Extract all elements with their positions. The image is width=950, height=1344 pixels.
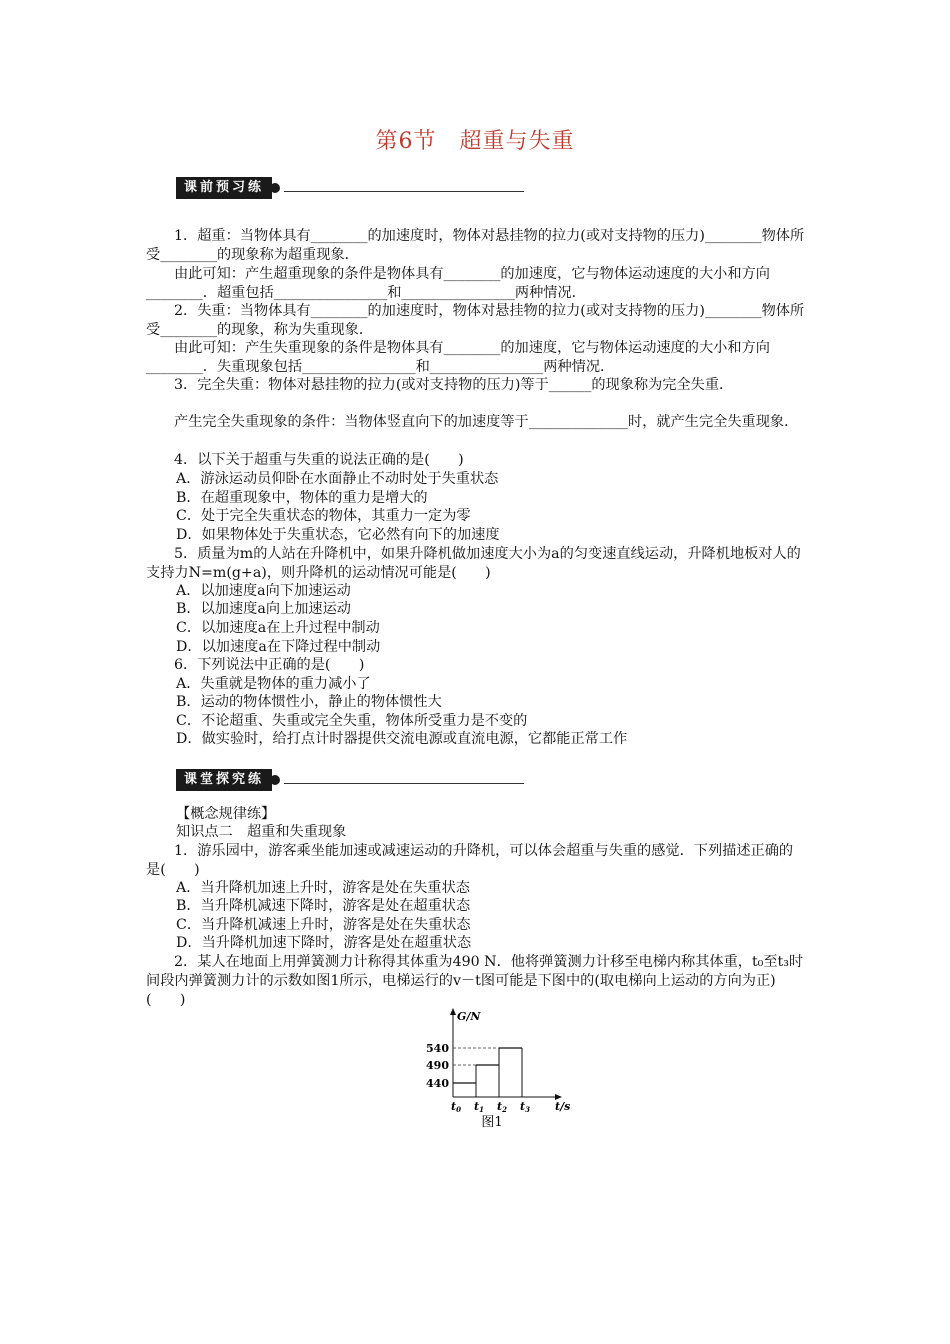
bullet-icon [270,183,280,193]
paragraph: 1．超重：当物体具有________的加速度时，物体对悬挂物的拉力(或对支持物的压力)________物体所受________的现象称为超重现象． [146,228,805,263]
x-axis-label: t/s [555,1100,570,1113]
bullet-icon [270,775,280,785]
x-tick-label: t2 [497,1100,507,1114]
option: C．当升降机减速上升时，游客是处在失重状态 [176,917,471,933]
y-axis-label: G/N [457,1010,481,1023]
option: C．不论超重、失重或完全失重，物体所受重力是不变的 [176,713,528,729]
paragraph: 3．完全失重：物体对悬挂物的拉力(或对支持物的压力)等于______的现象称为完全失重． [174,377,734,393]
y-tick-label: 440 [426,1077,449,1090]
section-header-preview [176,177,524,199]
option: D．当升降机加速下降时，游客是处在超重状态 [176,935,472,951]
option: A．当升降机加速上升时，游客是处在失重状态 [176,880,470,896]
paragraph: 2．失重：当物体具有________的加速度时，物体对悬挂物的拉力(或对支持物的压力)________物体所受________的现象，称为失重现象． [146,303,805,338]
figure-1-chart [420,1005,570,1130]
divider [284,783,524,784]
page-title: 第6节 超重与失重 [375,129,575,154]
x-tick-label: t3 [520,1100,530,1114]
option: C．处于完全失重状态的物体，其重力一定为零 [176,508,471,524]
subsection-heading: 【概念规律练】 [176,806,276,822]
section-label: 课前预习练 [176,177,272,199]
option: D．做实验时，给打点计时器提供交流电源或直流电源，它都能正常工作 [176,731,628,747]
question-stem: 6．下列说法中正确的是( ) [174,657,365,673]
option: A．以加速度a向下加速运动 [176,583,351,599]
knowledge-point: 知识点二 超重和失重现象 [176,824,347,840]
paragraph: 产生完全失重现象的条件：当物体竖直向下的加速度等于______________时，就产生完全失重现象． [174,414,799,430]
question-stem: 2．某人在地面上用弹簧测力计称得其体重为490 N．他将弹簧测力计移至电梯内称其体重，t₀至t₃时间段内弹簧测力计的示数如图1所示，电梯运行的v－t图可能是下图中的(取电梯向上运动的方向为正)( ) [146,954,804,1008]
option: B．在超重现象中，物体的重力是增大的 [176,490,428,506]
question-stem: 1．游乐园中，游客乘坐能加速或减速运动的升降机，可以体会超重与失重的感觉．下列描述正确的是( ) [146,843,794,878]
option: A．游泳运动员仰卧在水面静止不动时处于失重状态 [176,471,499,487]
paragraph: 由此可知：产生失重现象的条件是物体具有________的加速度，它与物体运动速度的大小和方向________．失重现象包括________________和________________两种情况． [146,340,770,375]
option: B．当升降机减速下降时，游客是处在超重状态 [176,898,471,914]
option: D．以加速度a在下降过程中制动 [176,639,381,655]
option: B．运动的物体惯性小，静止的物体惯性大 [176,694,442,710]
divider [284,191,524,192]
y-tick-label: 540 [426,1042,449,1055]
section-header-classroom [176,769,524,791]
option: B．以加速度a向上加速运动 [176,601,351,617]
x-tick-label: t0 [451,1100,461,1114]
paragraph: 由此可知：产生超重现象的条件是物体具有________的加速度，它与物体运动速度的大小和方向________．超重包括________________和________________两种情况． [146,266,770,301]
question-stem: 4．以下关于超重与失重的说法正确的是( ) [174,452,464,468]
option: D．如果物体处于失重状态，它必然有向下的加速度 [176,527,500,543]
option: C．以加速度a在上升过程中制动 [176,620,380,636]
y-tick-label: 490 [426,1059,449,1072]
option: A．失重就是物体的重力减小了 [176,676,371,692]
section-label: 课堂探究练 [176,769,272,791]
y-axis-arrow [450,1008,456,1015]
question-stem: 5．质量为m的人站在升降机中，如果升降机做加速度大小为a的匀变速直线运动，升降机地板对人的支持力N=m(g+a)，则升降机的运动情况可能是( ) [146,546,801,581]
x-tick-label: t1 [474,1100,484,1114]
figure-caption: 图1 [481,1115,503,1130]
